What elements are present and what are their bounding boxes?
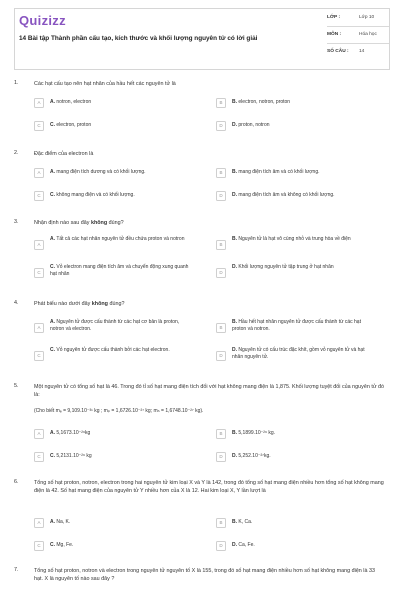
option-letter-box: C	[34, 452, 44, 462]
option-text: Tất cả các hạt nhân nguyên tử đều chứa proton và notron	[56, 236, 185, 242]
quizizz-logo: Quizizz	[19, 13, 66, 28]
question-text: Tổng số hạt proton, notron và electron trong nguyên tử nguyên tố X là 155, trong đó số hạt mang điện nhiều hơn số hạt không mang điện là 33 hạt. X là nguyên tố nào sau đây ?	[34, 568, 375, 582]
option-text: mang điện tích âm và không có khối lượng.	[238, 192, 335, 198]
option-letter-box: A	[34, 240, 44, 250]
question-text: Một nguyên tử có tổng số hạt là 46. Trong đó tỉ số hạt mang điện tích đối với hạt không mang điện là 1,875. Khối lượng tuyệt đối của nguyên tử đó là:	[34, 384, 384, 398]
option-text: 5,2131.10⁻²⁶ kg	[56, 453, 92, 459]
worksheet-title: 14 Bài tập Thành phần cấu tạo, kích thước và khối lượng nguyên tử có lời giải	[19, 35, 258, 42]
question-number: 2.	[14, 150, 19, 156]
option-text: proton, notron	[238, 122, 270, 128]
option-text: 5,1673.10⁻²⁶kg	[56, 430, 91, 436]
option-letter-box: B	[216, 168, 226, 178]
question-number: 6.	[14, 479, 19, 485]
option-text: Ca, Fe.	[238, 542, 255, 548]
option-letter-box: C	[34, 121, 44, 131]
meta-divider	[327, 43, 389, 44]
option-letter-box: D	[216, 191, 226, 201]
question-text: Các hạt cấu tạo nên hạt nhân của hầu hết các nguyên tử là	[34, 81, 176, 87]
option-text: mang điện tích âm và có khối lượng.	[238, 169, 320, 175]
option-letter-box: D	[216, 121, 226, 131]
option-letter-box: D	[216, 268, 226, 278]
option-text: không mang điện và có khối lượng.	[56, 192, 135, 198]
meta-subject-value: Hóa học	[359, 32, 377, 37]
option-text: Nguyên tử có cấu trúc đặc khít, gồm vỏ nguyên tử và hạt nhân nguyên tử.	[232, 347, 365, 360]
question-number: 1.	[14, 80, 19, 86]
option-letter-box: B	[216, 323, 226, 333]
option-letter-box: B	[216, 98, 226, 108]
option-text: Vỏ electron mang điện tích âm và chuyển động xung quanh hạt nhân	[50, 264, 189, 277]
option-text: notron, electron	[56, 99, 92, 105]
meta-subject-label: MÔN :	[327, 32, 342, 37]
option-letter-box: A	[34, 518, 44, 528]
question-number: 7.	[14, 567, 19, 573]
option-text: Na, K.	[56, 519, 71, 525]
option-text: Nguyên tử được cấu thành từ các hạt cơ bản là proton, notron và electron.	[50, 319, 180, 332]
option-text: 5,252.10⁻²⁷kg.	[238, 453, 271, 459]
option-letter-box: C	[34, 541, 44, 551]
question-text: Đặc điểm của electron là	[34, 151, 94, 157]
question-text: Tổng số hạt proton, notron, electron trong hai nguyên tử kim loại X và Y là 142, trong đó tổng số hạt mang điện nhiều hơn tổng số hạt không mang điện là 42. Số hạt mang điện của nguyên tử Y nhiều hơn của X là 12. Hai kim loại X, Y lần lượt là	[34, 480, 384, 494]
option-letter-box: B	[216, 240, 226, 250]
option-text: Mg, Fe.	[56, 542, 74, 548]
meta-class-value: Lớp 10	[359, 15, 375, 20]
meta-count-value: 14	[359, 49, 365, 54]
option-letter-box: D	[216, 452, 226, 462]
option-letter-box: C	[34, 268, 44, 278]
meta-divider	[327, 26, 389, 27]
question-text: Nhận định nào sau đây không đúng?	[34, 220, 124, 226]
question-number: 5.	[14, 383, 19, 389]
question-text: Phát biểu nào dưới đây không đúng?	[34, 301, 125, 307]
option-text: electron, proton	[56, 122, 92, 128]
option-letter-box: A	[34, 429, 44, 439]
option-text: K, Ca.	[238, 519, 253, 525]
option-letter-box: B	[216, 429, 226, 439]
option-text: 5,1899.10⁻²⁶ kg.	[238, 430, 276, 436]
option-text: electron, notron, proton	[238, 99, 291, 105]
option-letter-box: A	[34, 323, 44, 333]
option-text: Nguyên tử là hạt vô cùng nhỏ và trung hòa về điện	[238, 236, 351, 242]
meta-class-label: LỚP :	[327, 15, 341, 20]
option-letter-box: D	[216, 541, 226, 551]
question-given-data: (Cho biết mₑ = 9,109.10⁻³¹ kg ; mₚ = 1,6726.10⁻²⁷ kg; mₙ = 1,6748.10⁻²⁷ kg).	[34, 408, 204, 414]
option-text: Vỏ nguyên tử được cấu thành bởi các hạt electron.	[56, 347, 170, 353]
question-number: 4.	[14, 300, 19, 306]
option-letter-box: A	[34, 98, 44, 108]
option-text: Hầu hết hạt nhân nguyên tử được cấu thành từ các hạt proton và notron.	[232, 319, 361, 332]
option-letter-box: B	[216, 518, 226, 528]
worksheet-header	[14, 8, 390, 70]
option-letter-box: C	[34, 191, 44, 201]
option-letter-box: A	[34, 168, 44, 178]
option-letter-box: D	[216, 351, 226, 361]
option-letter-box: C	[34, 351, 44, 361]
meta-count-label: SỐ CÂU :	[327, 49, 349, 54]
option-text: Khối lượng nguyên tử tập trung ở hạt nhân	[238, 264, 334, 270]
question-number: 3.	[14, 219, 19, 225]
worksheet-page: Quizizz 14 Bài tập Thành phần cấu tạo, kích thước và khối lượng nguyên tử có lời giải LỚP : Lớp 10 MÔN : Hóa học SỐ CÂU : 14 1. Các hạt cấu tạo nên hạt nhân của hầu hết các nguyên tử là A A. notron, electron B B. electron, notron, proton C C. electron, proton D D. proton, notron 2. Đặc điểm của electron là A A. mang điện tích dương và có khối lượng. B B. mang điện tích âm và có khối lượng. C C. không mang điện và có khối lượng. D D. mang điện tích âm và không có khối lượng. 3. Nhận định nào sau đây không đúng? A A. Tất cả các hạt nhân nguyên tử đều chứa proton và notron B B. Nguyên tử là hạt vô cùng nhỏ và trung hòa về điện C C. Vỏ electron mang điện tích âm và chuyển động xung quanh hạt nhân D D. Khối lượng nguyên tử tập trung ở hạt nhân 4. Phát biểu nào dưới đây không đúng? A A. Nguyên tử được cấu thành từ các hạt cơ bản là proton, notron và electron. B B. Hầu hết hạt nhân nguyên tử được cấu thành từ các hạt proton và notron. C C. Vỏ nguyên tử được cấu thành bởi các hạt electron. D D. Nguyên tử có cấu trúc đặc khít, gồm vỏ nguyên tử và hạt nhân nguyên tử. 5. Một nguyên tử có tổng số hạt là 46. Trong đó tỉ số hạt mang điện tích đối với hạt không mang điện là 1,875. Khối lượng tuyệt đối của nguyên tử đó là: (Cho biết mₑ = 9,109.10⁻³¹ kg ; mₚ = 1,6726.10⁻²⁷ kg; mₙ = 1,6748.10⁻²⁷ kg). A A. 5,1673.10⁻²⁶kg B B. 5,1899.10⁻²⁶ kg. C C. 5,2131.10⁻²⁶ kg D D. 5,252.10⁻²⁷kg. 6. Tổng số hạt proton, notron, electron trong hai nguyên tử kim loại X và Y là 142, trong đó tổng số hạt mang điện nhiều hơn tổng số hạt không mang điện là 42. Số hạt mang điện của nguyên tử Y nhiều hơn của X là 12. Hai kim loại X, Y lần lượt là A A. Na, K. B B. K, Ca. C C. Mg, Fe. D D. Ca, Fe. 7. Tổng số hạt proton, notron và electron trong nguyên tử nguyên tố X là 155, trong đó số hạt mang điện nhiều hơn số hạt không mang điện là 33 hạt. X là nguyên tố nào sau đây ?	[0, 0, 400, 600]
option-text: mang điện tích dương và có khối lượng.	[56, 169, 146, 175]
